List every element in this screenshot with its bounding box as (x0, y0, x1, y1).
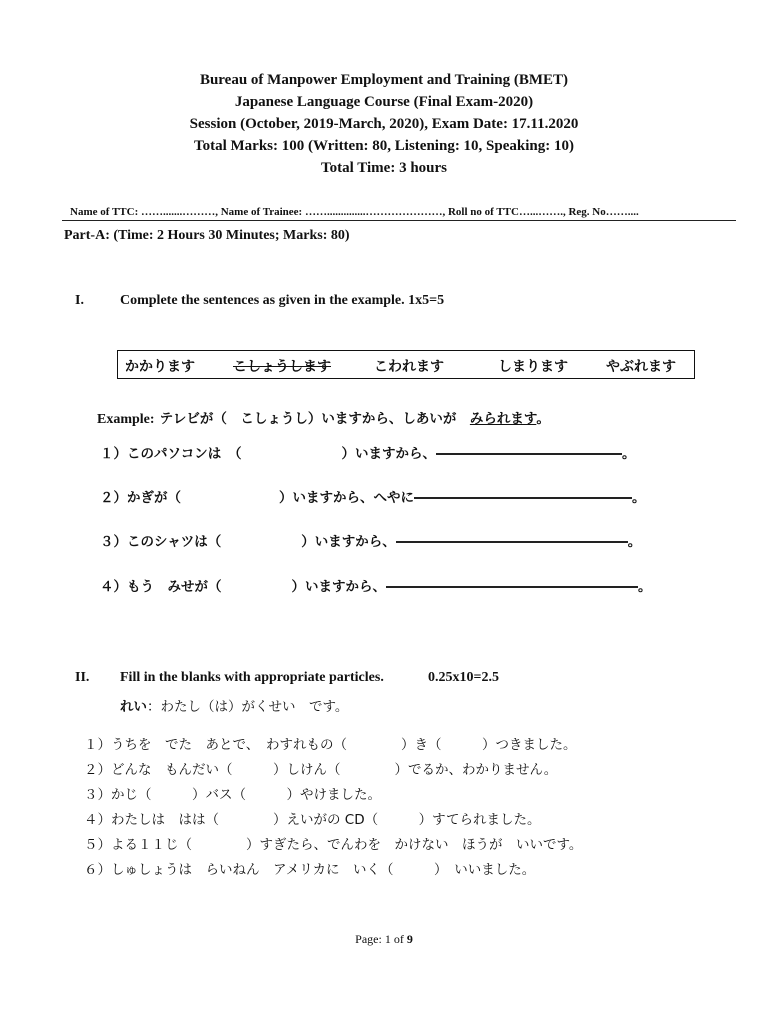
page-total: 9 (406, 932, 413, 946)
word-bank-item: しまります (498, 359, 568, 375)
header-session: Session (October, 2019-March, 2020), Exam Date: 17.11.2020 (189, 116, 579, 132)
section-1-number: I. (75, 293, 84, 308)
question-1-2 (100, 486, 646, 506)
question-start: １）このパソコンは （ (100, 446, 242, 462)
particle-question-5: ５）よる１１じ（ ）すぎたら、でんわを かけない ほうが いいです。 (84, 837, 583, 853)
example-end: 。 (536, 411, 550, 427)
particle-question-6: ６）しゅしょうは らいねん アメリカに いく（ ） いいました。 (84, 862, 536, 878)
question-start: ３）このシャツは（ (100, 534, 222, 550)
answer-blank (386, 586, 638, 588)
question-1-1 (100, 442, 635, 462)
question-mid: ）いますから、 (301, 534, 396, 550)
word-bank-item: こわれます (374, 359, 444, 375)
question-end: 。 (632, 490, 646, 506)
answer-blank (436, 453, 622, 455)
answer-blank (414, 497, 632, 499)
particle-question-2: ２）どんな もんだい（ ）しけん（ ）でるか、わかりません。 (84, 762, 558, 778)
answer-blank (396, 541, 628, 543)
example-label: Example: (97, 412, 155, 427)
header-total-time: Total Time: 3 hours (321, 160, 447, 176)
page-label: Page: (355, 932, 385, 946)
question-start: ２）かぎが（ (100, 490, 181, 506)
page-number (0, 932, 768, 947)
example-answer: みられます (469, 411, 537, 427)
question-end: 。 (638, 579, 652, 595)
particle-question-1: １）うちを でた あとで、 わすれもの（ ）き（ ）つきました。 (84, 737, 577, 753)
section-2-marks: 0.25x10=2.5 (428, 670, 499, 685)
question-1-3 (100, 530, 641, 550)
part-a-heading: Part-A: (Time: 2 Hours 30 Minutes; Marks: 80) (64, 228, 350, 243)
question-1-4 (100, 575, 652, 595)
example-sentence (97, 407, 550, 428)
particle-question-4: ４）わたしは はは（ ）えいがの CD（ ）すてられました。 (84, 812, 541, 828)
header-course: Japanese Language Course (Final Exam-2020) (234, 94, 534, 110)
question-end: 。 (627, 534, 642, 550)
page-of: of (390, 932, 407, 946)
example-text: テレビが（ こしょうし）いますから、しあいが (159, 411, 470, 427)
question-start: ４）もう みせが（ (100, 579, 222, 595)
question-mid: ）いますから、 (341, 446, 436, 462)
section-1-title: Complete the sentences as given in the example. 1x5=5 (120, 293, 445, 308)
word-bank-item: やぶれます (606, 359, 676, 375)
word-bank-item-used: こしょうします (233, 359, 331, 375)
question-mid: ）いますから、へやに (279, 490, 414, 506)
section-2-number: II. (75, 670, 90, 685)
question-mid: ）いますから、 (291, 579, 386, 595)
header-divider (62, 220, 736, 221)
page-current: 1 (384, 932, 391, 946)
example-text: ：わたし（は）がくせい です。 (147, 699, 349, 715)
word-bank-box (117, 350, 695, 379)
header-total-marks: Total Marks: 100 (Written: 80, Listening: 10, Speaking: 10) (193, 138, 574, 154)
question-end: 。 (621, 446, 636, 462)
word-bank-item: かかります (125, 359, 195, 375)
example-label: れい (120, 699, 147, 715)
header-institution: Bureau of Manpower Employment and Training (BMET) (199, 72, 569, 88)
section-2-title: Fill in the blanks with appropriate particles. (120, 670, 384, 685)
section-2-example (120, 695, 348, 715)
particle-question-3: ３）かじ（ ）バス（ ）やけました。 (84, 787, 381, 803)
candidate-info-line: Name of TTC: …….......………, Name of Trainee: ……..............…………………, Roll no of TTC…...……., Reg. No…….... (70, 206, 639, 218)
